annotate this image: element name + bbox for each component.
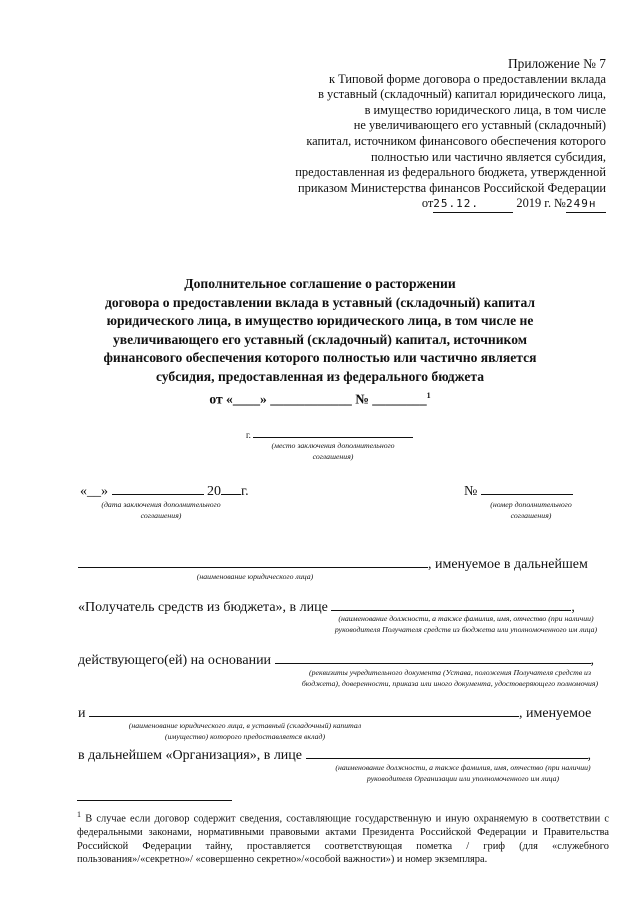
recipient-prefix: «Получатель средств из бюджета», в лице xyxy=(78,600,328,615)
number-input-line[interactable] xyxy=(481,482,573,495)
footnote-text: В случае если договор содержит сведения, составляющие государственную и иную охраняемую в соответствии с федеральными законами, нормативными правовыми актами Президента Российской Федерации и Правительства Российской Федерации тайну, проставляется соответствующая пометка / гриф (для «служебного пользования»/«секретно»/ «совершенно секретно»/«особой важности») и номер экземпляра. xyxy=(77,813,609,866)
header-line: в имущество юридического лица, в том числе xyxy=(364,102,606,117)
place-input-line[interactable] xyxy=(253,427,413,438)
order-year: 2019 г. № xyxy=(516,196,566,211)
month-input-line[interactable] xyxy=(112,482,204,495)
place-caption: (место заключения дополнительного соглашения) xyxy=(271,441,395,461)
footnote-ref: 1 xyxy=(426,390,431,400)
footnote xyxy=(77,808,609,867)
recipient-caption: (наименование должности, а также фамилия, имя, отчество (при наличии) руководителя Получателя средств из бюджета или уполномоченного им лица) xyxy=(334,614,598,634)
recipient-input-line[interactable] xyxy=(331,596,571,611)
title-line: юридического лица, в имущество юридического лица, в том числе не xyxy=(106,313,534,329)
title-from-line: от «____» ____________ № ________$^1$ xyxy=(209,390,431,407)
century: 20 xyxy=(207,484,221,499)
footnote-mark: 1 xyxy=(77,810,81,819)
party2-caption: (наименование юридического лица, в уставный (складочный) капитал (имущество) которого предоставляется вклад) xyxy=(128,721,362,741)
agreement-date-field[interactable] xyxy=(80,482,249,500)
title-line: договора о предоставлении вклада в уставный (складочный) капитал xyxy=(104,294,536,310)
footnote-separator xyxy=(77,800,232,801)
place-field[interactable] xyxy=(246,427,413,440)
acting-caption: (реквизиты учредительного документа (Устава, положения Получателя средств из бюджета), доверенности, приказа или иного документа, удостоверяющего полномочия) xyxy=(301,668,599,688)
title-line: субсидия, предоставленная из федерального бюджета xyxy=(155,368,485,384)
header-line: в уставный (складочный) капитал юридического лица, xyxy=(318,87,606,102)
header-line: полностью или частично является субсидия, xyxy=(370,149,606,164)
party2-line[interactable] xyxy=(78,702,608,722)
party1-caption: (наименование юридического лица) xyxy=(196,572,314,581)
party2-suffix: , именуемое xyxy=(519,706,592,721)
appendix-header xyxy=(186,56,606,213)
header-line: приказом Министерства финансов Российской Федерации xyxy=(298,180,606,195)
number-sign: № xyxy=(464,484,478,499)
party2-prefix: и xyxy=(78,706,86,721)
order-from-prefix: от xyxy=(421,196,434,211)
party1-suffix: , именуемое в дальнейшем xyxy=(428,557,588,572)
date-caption: (дата заключения дополнительного соглашения) xyxy=(101,500,221,520)
title-line: увеличивающего его уставный (складочный) капитал, источником xyxy=(112,331,528,347)
acting-line[interactable]: действующего(ей) на основании , xyxy=(78,649,608,669)
header-line: к Типовой форме договора о предоставлении вклада xyxy=(329,71,606,86)
title-line: финансового обеспечения которого полностью или частично является xyxy=(103,350,537,366)
day-field: «__» xyxy=(80,484,108,499)
order-date: 25.12. xyxy=(433,196,513,213)
party2-input-line[interactable] xyxy=(89,702,519,717)
header-line: Приложение № 7 xyxy=(507,56,606,71)
organization-input-line[interactable] xyxy=(306,744,588,759)
recipient-line[interactable]: «Получатель средств из бюджета», в лице , xyxy=(78,596,608,616)
agreement-number-field[interactable] xyxy=(464,482,573,500)
document-title xyxy=(60,275,580,409)
party1-input-line[interactable] xyxy=(78,553,428,568)
header-line: не увеличивающего его уставный (складочный) xyxy=(353,118,606,133)
organization-line[interactable]: в дальнейшем «Организация», в лице , xyxy=(78,744,608,764)
number-caption: (номер дополнительного соглашения) xyxy=(490,500,572,520)
title-line: Дополнительное соглашение о расторжении xyxy=(184,276,456,291)
header-line: капитал, источником финансового обеспечения которого xyxy=(306,133,606,148)
order-number: 249н xyxy=(566,196,606,213)
header-line: предоставленная из федерального бюджета, утвержденной xyxy=(295,165,606,180)
year-suffix: г. xyxy=(241,484,249,499)
party1-line[interactable] xyxy=(78,553,608,573)
organization-caption: (наименование должности, а также фамилия, имя, отчество (при наличии) руководителя Организации или уполномоченного им лица) xyxy=(335,763,591,783)
year-input-line[interactable] xyxy=(221,482,241,495)
acting-prefix: действующего(ей) на основании xyxy=(78,653,272,668)
acting-input-line[interactable] xyxy=(275,649,591,664)
place-prefix: г. xyxy=(246,430,251,440)
order-date-line xyxy=(186,196,606,213)
organization-prefix: в дальнейшем «Организация», в лице xyxy=(78,748,303,763)
